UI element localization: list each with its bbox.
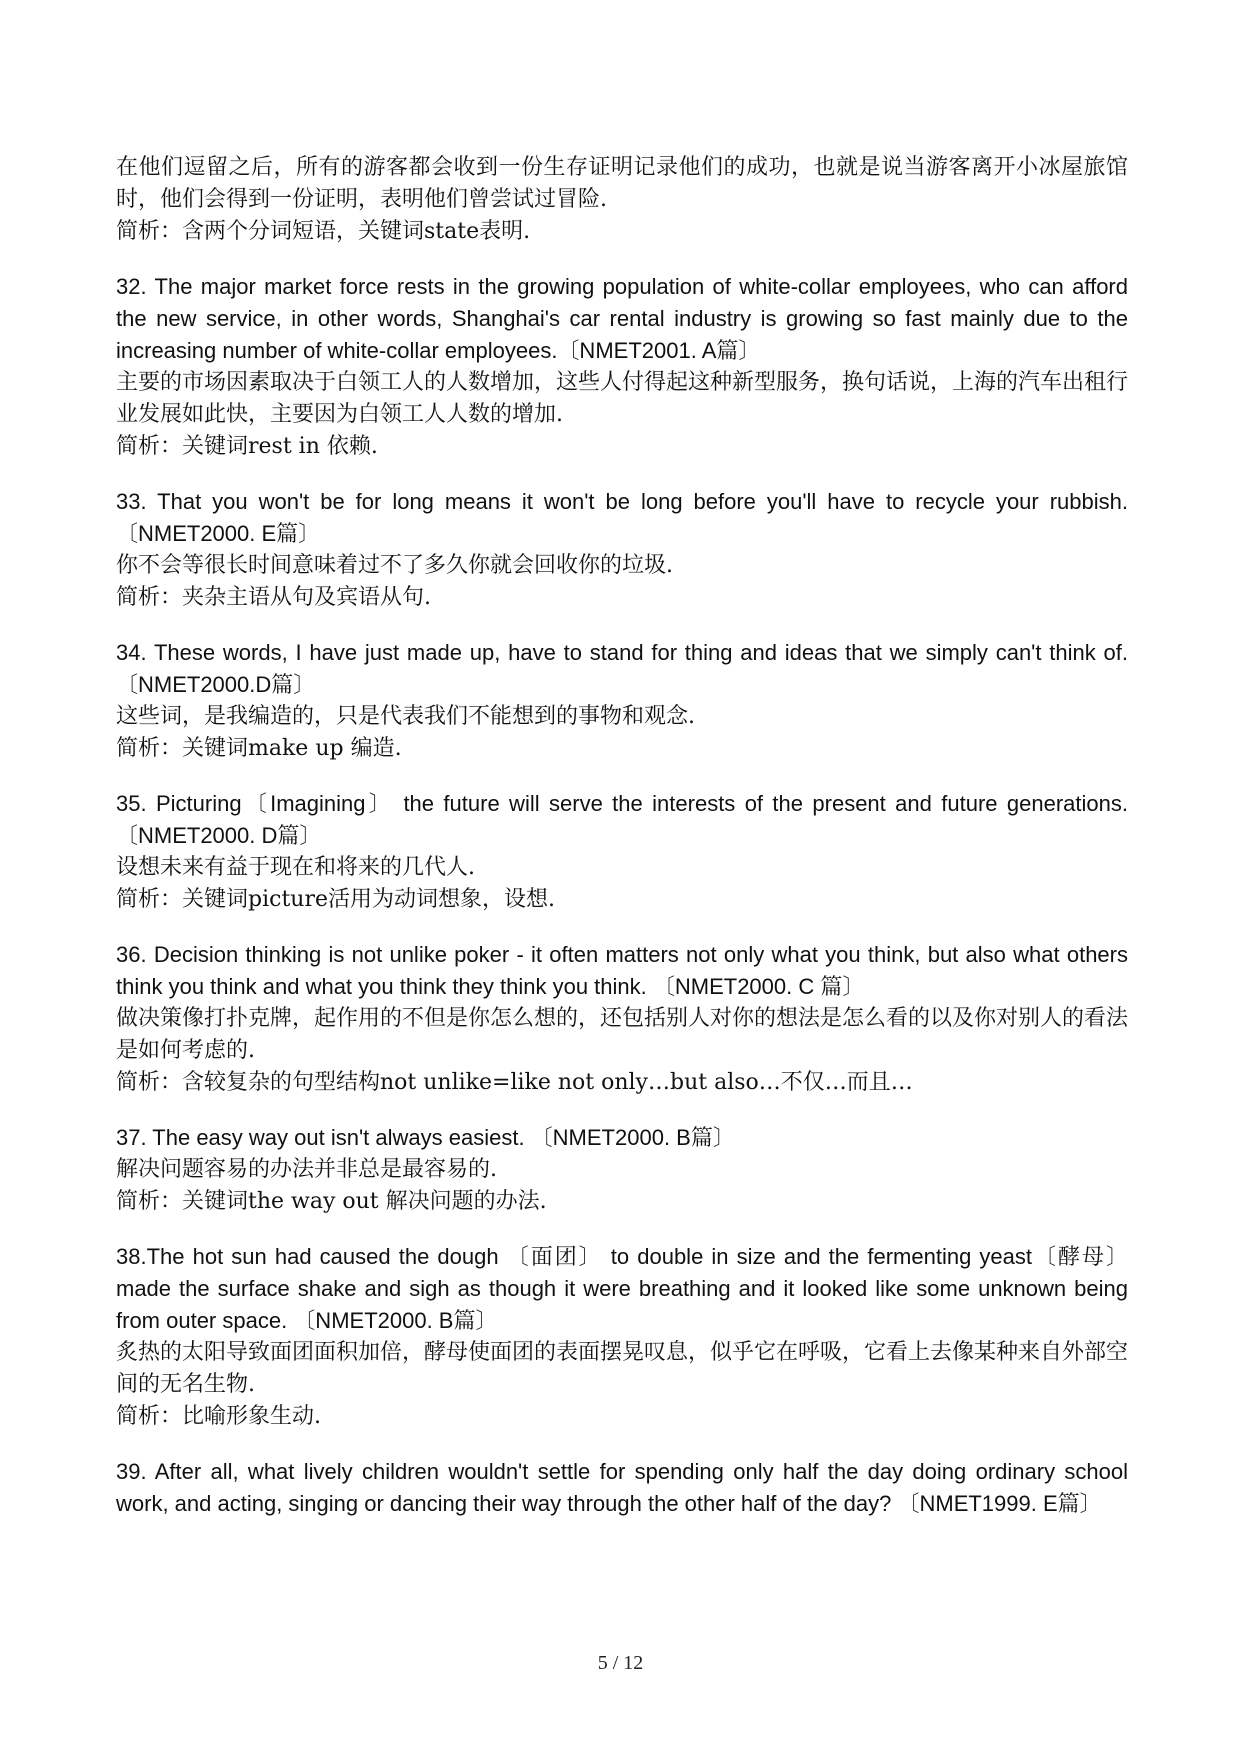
translation-text: 你不会等很长时间意味着过不了多久你就会回收你的垃圾.: [116, 553, 673, 578]
entry-34: [116, 637, 1128, 765]
translation-text: 主要的市场因素取决于白领工人的人数增加，这些人付得起这种新型服务，换句话说，上海的汽车出租行业发展如此快，主要因为白领工人人数的增加.: [116, 370, 1129, 427]
english-sentence: 35. Picturing〔Imagining〕 the future will serve the interests of the present and future generations. 〔NMET2000. D篇〕: [116, 791, 1128, 848]
english-sentence: 38.The hot sun had caused the dough 〔面团〕 to double in size and the fermenting yeast〔酵母〕 made the surface shake and sigh as though it were breathing and it looked like some unknown being from outer space. 〔NMET2000. B篇〕: [116, 1244, 1128, 1333]
entry-39: [116, 1456, 1128, 1520]
entry-31-tail: [116, 152, 1128, 248]
translation-text: 设想未来有益于现在和将来的几代人.: [116, 855, 475, 880]
translation-text: 炙热的太阳导致面团面积加倍，酵母使面团的表面摆晃叹息，似乎它在呼吸，它看上去像某种来自外部空间的无名生物.: [116, 1340, 1129, 1397]
page-number: 5 / 12: [597, 1652, 644, 1674]
analysis-text: 简析：关键词picture活用为动词想象，设想.: [116, 887, 555, 912]
analysis-text: 简析：含两个分词短语，关键词state表明.: [116, 219, 531, 244]
document-body: [116, 152, 1128, 1543]
analysis-text: 简析：含较复杂的句型结构not unlike=like not only…but also…不仅…而且…: [116, 1070, 913, 1095]
analysis-text: 简析：关键词rest in 依赖.: [116, 434, 378, 459]
analysis-text: 简析：关键词the way out 解决问题的办法.: [116, 1189, 547, 1214]
entry-38: [116, 1241, 1128, 1433]
translation-text: 在他们逗留之后，所有的游客都会收到一份生存证明记录他们的成功，也就是说当游客离开小冰屋旅馆时，他们会得到一份证明，表明他们曾尝试过冒险.: [116, 155, 1128, 212]
translation-text: 做决策像打扑克牌，起作用的不但是你怎么想的，还包括别人对你的想法是怎么看的以及你对别人的看法是如何考虑的.: [116, 1006, 1129, 1063]
entry-35: [116, 788, 1128, 916]
english-sentence: 39. After all, what lively children wouldn't settle for spending only half the day doing ordinary school work, and acting, singing or dancing their way through the other half of the day? 〔NMET1999. E篇〕: [116, 1459, 1128, 1516]
entry-36: [116, 939, 1128, 1099]
analysis-text: 简析：关键词make up 编造.: [116, 736, 402, 761]
entry-32: [116, 271, 1128, 463]
entry-37: [116, 1122, 1128, 1218]
english-sentence: 33. That you won't be for long means it won't be long before you'll have to recycle your rubbish. 〔NMET2000. E篇〕: [116, 489, 1128, 546]
translation-text: 这些词，是我编造的，只是代表我们不能想到的事物和观念.: [116, 704, 695, 729]
analysis-text: 简析：比喻形象生动.: [116, 1404, 321, 1429]
english-sentence: 34. These words, I have just made up, have to stand for thing and ideas that we simply can't think of. 〔NMET2000.D篇〕: [116, 640, 1128, 697]
english-sentence: 36. Decision thinking is not unlike poker - it often matters not only what you think, but also what others think you think and what you think they think you think. 〔NMET2000. C 篇〕: [116, 942, 1128, 999]
translation-text: 解决问题容易的办法并非总是最容易的.: [116, 1157, 497, 1182]
english-sentence: 32. The major market force rests in the growing population of white-collar employees, who can afford the new service, in other words, Shanghai's car rental industry is growing so fast mainly due to the increasing number of white-collar employees.〔NMET2001. A篇〕: [116, 274, 1128, 363]
english-sentence: 37. The easy way out isn't always easiest. 〔NMET2000. B篇〕: [116, 1125, 735, 1150]
analysis-text: 简析：夹杂主语从句及宾语从句.: [116, 585, 431, 610]
entry-33: [116, 486, 1128, 614]
